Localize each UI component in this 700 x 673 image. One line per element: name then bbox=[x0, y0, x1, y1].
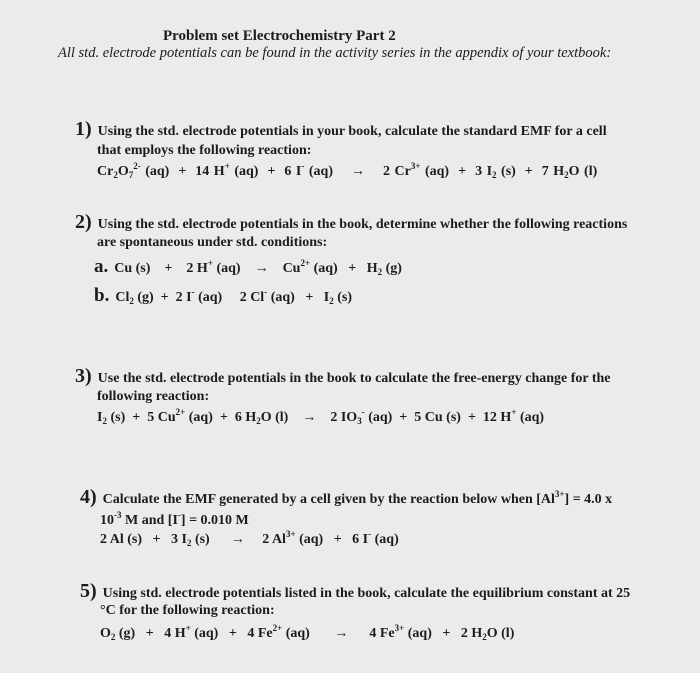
page-subtitle: All std. electrode potentials can be found in the activity series in the appendix of your textbook: bbox=[58, 45, 612, 61]
question-3-line-1 bbox=[75, 365, 611, 388]
question-1-number: 1) bbox=[75, 118, 92, 140]
question-1-text-2: that employs the following reaction: bbox=[97, 143, 312, 158]
question-3-number: 3) bbox=[75, 365, 92, 387]
question-1-text-1: Using the std. electrode potentials in your book, calculate the standard EMF for a cell bbox=[97, 124, 607, 139]
question-5-number: 5) bbox=[80, 580, 97, 602]
question-3-equation: $I_2$ (s) + 5 $Cu^{2+}$ (aq) + 6 $H_2O$ (l) → 2 $IO_3^-$ (aq) + 5 Cu (s) + 12 H+ (aq) bbox=[97, 407, 545, 426]
question-1-equation: $Cr_2O_7^{2-}$ (aq) + 14 H+ (aq) + 6 I- (aq) → 2 $Cr^{3+}$ (aq) + 3 $I_2$ (s) + 7 $H_2O$ (l) bbox=[97, 161, 598, 180]
page-title: Problem set Electrochemistry Part 2 bbox=[163, 28, 396, 44]
question-5-text-2: °C for the following reaction: bbox=[100, 603, 275, 618]
reaction-a-label: a. bbox=[94, 256, 109, 277]
question-5-text-1: Using std. electrode potentials listed in the book, calculate the equilibrium constant at 25 bbox=[102, 586, 631, 601]
question-5-equation: $O_2$ (g) + 4 H+ (aq) + 4 $Fe^{2+}$ (aq) → 4 $Fe^{3+}$ (aq) + 2 $H_2O$ (l) bbox=[100, 623, 515, 642]
question-3-text-2: following reaction: bbox=[97, 389, 210, 404]
question-4-number: 4) bbox=[80, 486, 97, 508]
question-1-line-1 bbox=[75, 118, 607, 141]
question-2-line-1 bbox=[75, 211, 627, 234]
question-2-reaction-a: a. Cu (s) + 2 H+ (aq) → $Cu^{2+}$ $(aq) + H_2$ (g) bbox=[94, 256, 402, 277]
question-2-reaction-b: b. $Cl_2$ (g) + 2 I- (aq) 2 Cl- $(aq) + I_2$ (s) bbox=[94, 285, 353, 306]
question-2-text-1: Using the std. electrode potentials in the book, determine whether the following reactions bbox=[97, 217, 628, 232]
question-4-text-2: $10^{-3}$ M and [I-] = 0.010 M bbox=[100, 510, 249, 528]
question-2-number: 2) bbox=[75, 211, 92, 233]
question-4-line-1: 4) Calculate the EMF generated by a cell given by the reaction below when $[Al^{3+}] = 4.0$ x bbox=[80, 486, 613, 508]
question-5-line-1 bbox=[80, 580, 630, 603]
question-2-text-2: are spontaneous under std. conditions: bbox=[97, 235, 328, 250]
question-4-text-1: Calculate the EMF generated by a cell given by the reaction below when [Al bbox=[102, 492, 555, 507]
question-3-text-1: Use the std. electrode potentials in the book to calculate the free-energy change for the bbox=[97, 371, 611, 386]
question-4-equation: 2 Al (s) + 3 $I_2$ (s) → 2 $Al^{3+}$ (aq) + 6 I- (aq) bbox=[100, 529, 399, 548]
reaction-b-label: b. bbox=[94, 285, 110, 306]
